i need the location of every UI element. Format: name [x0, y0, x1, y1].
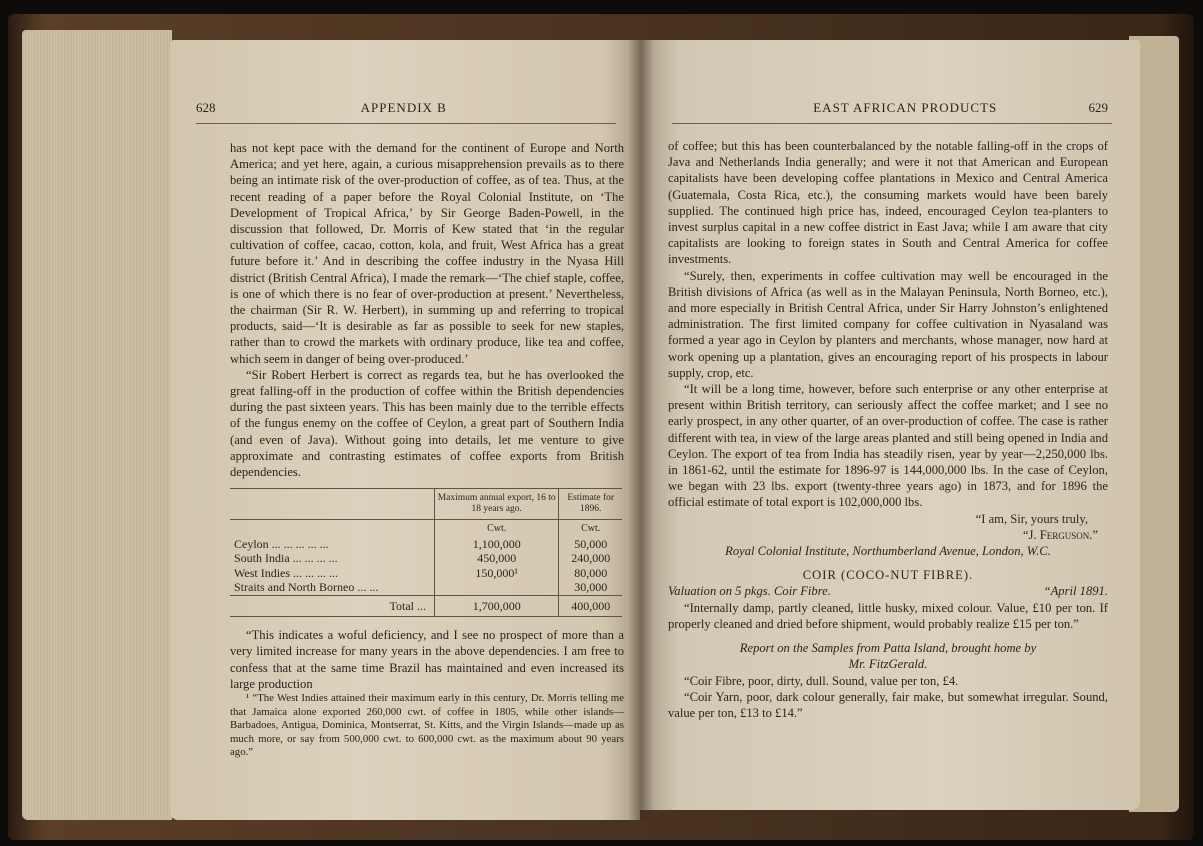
right-running-head [698, 100, 1108, 116]
total-max: 1,700,000 [435, 595, 559, 617]
table-row [230, 551, 622, 566]
right-paragraph-3: “It will be a long time, however, before such enterprise or any other enterprise at present within British territory, can seriously affect the coffee market; and I see no early prospect, in any other quarter, of an over-production of coffee. The case is rather different with tea, in view of the large areas planted and still being opened in India and Ceylon. The export of tea from India has steadily risen, year by year—2,250,000 lbs. in 1861-62, until the estimate for 1896-97 is 144,000,000 lbs. In the case of Ceylon, we began with 23 lbs. export (twenty-three years ago) in 1873, and for 1896 the official estimate of total export is 102,000,000 lbs. [668, 382, 1108, 510]
row-name: Straits and North Borneo ... ... [234, 580, 379, 595]
left-paragraph-3: “This indicates a woful deficiency, and I see no prospect of more than a very limited increase for many years in the above dependencies. I am free to confess that at the same time Brazil has maintained and even increased its large production [230, 628, 624, 691]
row-max: 450,000 [435, 551, 559, 566]
valuation-text: “Internally damp, partly cleaned, little husky, mixed colour. Value, £10 per ton. If properly cleaned and dried before shipment, would probably realize £15 per ton.” [668, 600, 1108, 631]
left-head-rule [196, 123, 616, 124]
letter-closing: “I am, Sir, yours truly, [975, 511, 1088, 526]
book-gutter [628, 40, 654, 820]
footnote: ¹ “The West Indies attained their maximum early in this century, Dr. Morris telling me that Jamaica alone exported 260,000 cwt. of coffee in 1805, while other islands—Barbadoes, Antigua, Dominica, Montserrat, St. Kitts, and the Virgin Islands—made up as much more, or say from 500,000 cwt. to 600,000 cwt. as the maximum about 90 years ago.” [230, 692, 624, 759]
table-row [230, 566, 622, 581]
table-header-max: Maximum annual export, 16 to 18 years ago. [435, 489, 559, 520]
left-paragraph-2: “Sir Robert Herbert is correct as regards tea, but he has overlooked the great falling-off in the production of coffee within the British dependencies during the past sixteen years. This has been mainly due to the terrible effects of the fungus enemy on the coffee of Ceylon, a great part of Southern India (and even of Java). Without going into details, let me venture to give approximate and contrasting estimates of coffee exports from British dependencies. [230, 367, 624, 480]
total-est: 400,000 [559, 595, 622, 617]
page-edges-left [22, 30, 172, 820]
report-heading [668, 640, 1108, 672]
left-running-head [196, 100, 616, 116]
row-max [435, 580, 559, 595]
table-header-blank [230, 489, 435, 520]
table-total-row [230, 595, 622, 617]
row-name: South India ... ... ... ... [234, 551, 338, 566]
row-est: 30,000 [574, 580, 608, 595]
left-head-title: APPENDIX B [360, 100, 447, 115]
valuation-line [668, 583, 1108, 599]
row-max: 1,100,000 [435, 537, 559, 552]
report-line-2: “Coir Yarn, poor, dark colour generally, fair make, but somewhat irregular. Sound, value per ton, £13 to £14.” [668, 689, 1108, 720]
report-line-1: “Coir Fibre, poor, dirty, dull. Sound, value per ton, £4. [684, 673, 959, 688]
row-est: 240,000 [571, 551, 611, 566]
row-name: West Indies ... ... ... ... [234, 565, 339, 580]
row-est: 50,000 [574, 536, 608, 551]
right-page [640, 40, 1140, 810]
table-row [230, 537, 622, 552]
left-body [230, 140, 624, 760]
left-paragraph-1: has not kept pace with the demand for the continent of Europe and North America; and yet here, again, a curious misapprehension prevails as to there being an intimate risk of the over-production of coffee, as of tea. Thus, at the recent reading of a paper before the Royal Colonial Institute, on ‘The Development of Tropical Africa,’ by Sir George Baden-Powell, in the discussion that followed, Dr. Morris of Kew stated that ‘in the regular cultivation of coffee, cacao, cotton, kola, and fruit, West Africa has a great future before it.’ And in describing the coffee industry in the Nyasa Hill district (British Central Africa), I made the remark—‘The chief staple, coffee, is one of which there is no fear of over-production at present.’ Nevertheless, the chairman (Sir R. W. Herbert), in summing up and referring to tropical products, said—‘It is desirable as far as possible to seek for new staples, rather than to crowd the markets with ordinary produce, like tea and coffee, which seem in danger of being over-produced.’ [230, 141, 624, 366]
coffee-exports-table [230, 488, 622, 617]
valuation-date: “April 1891. [1043, 584, 1108, 599]
row-max: 150,000¹ [435, 566, 559, 581]
table-row [230, 580, 622, 595]
left-page [170, 40, 640, 820]
report-heading-line-1: Report on the Samples from Patta Island, brought home by [739, 641, 1037, 656]
right-body [668, 138, 1108, 721]
left-page-number: 628 [196, 100, 216, 115]
report-heading-line-2: Mr. FitzGerald. [848, 657, 928, 672]
right-paragraph-1: of coffee; but this has been counterbalanced by the notable falling-off in the crops of Java and Netherlands India generally; and were it not that American and European capitalists have been developing coffee plantations in Mexico and Central America (Guatemala, Costa Rica, etc.), the consuming markets would have been barely supplied. The continued high price has, indeed, encouraged Ceylon tea-planters to invest surplus capital in a new coffee district in East Java; while I am aware that city capitalists are looking to foreign states in South and Central America for coffee investments. [668, 139, 1108, 267]
letter-address: Royal Colonial Institute, Northumberland Avenue, London, W.C. [725, 544, 1051, 559]
table-unit-max: Cwt. [435, 520, 559, 537]
section-title: COIR (COCO-NUT FIBRE). [802, 568, 974, 583]
table-header-estimate: Estimate for 1896. [559, 489, 622, 520]
right-page-number: 629 [1088, 100, 1108, 115]
total-label: Total ... [230, 595, 435, 617]
right-paragraph-2: “Surely, then, experiments in coffee cultivation may well be encouraged in the British divisions of Africa (as well as in the Malayan Peninsula, North Borneo, etc.), and more especially in British Central Africa, under Sir Harry Johnston’s enlightened administration. The first limited company for coffee cultivation in Nyasaland was formed a year ago in Ceylon by planters and merchants, whose manager, now hard at work opening up a plantation, gives an encouraging report of his prospects in labour supply, crop, etc. [668, 268, 1108, 380]
row-name: Ceylon ... ... ... ... ... [234, 536, 329, 551]
row-est: 80,000 [574, 565, 608, 580]
table-unit-est: Cwt. [581, 523, 601, 535]
right-head-rule [672, 123, 1112, 124]
letter-signature: “J. Ferguson.” [1022, 527, 1098, 542]
valuation-label: Valuation on 5 pkgs. Coir Fibre. [668, 584, 831, 599]
right-head-title: EAST AFRICAN PRODUCTS [813, 100, 998, 115]
